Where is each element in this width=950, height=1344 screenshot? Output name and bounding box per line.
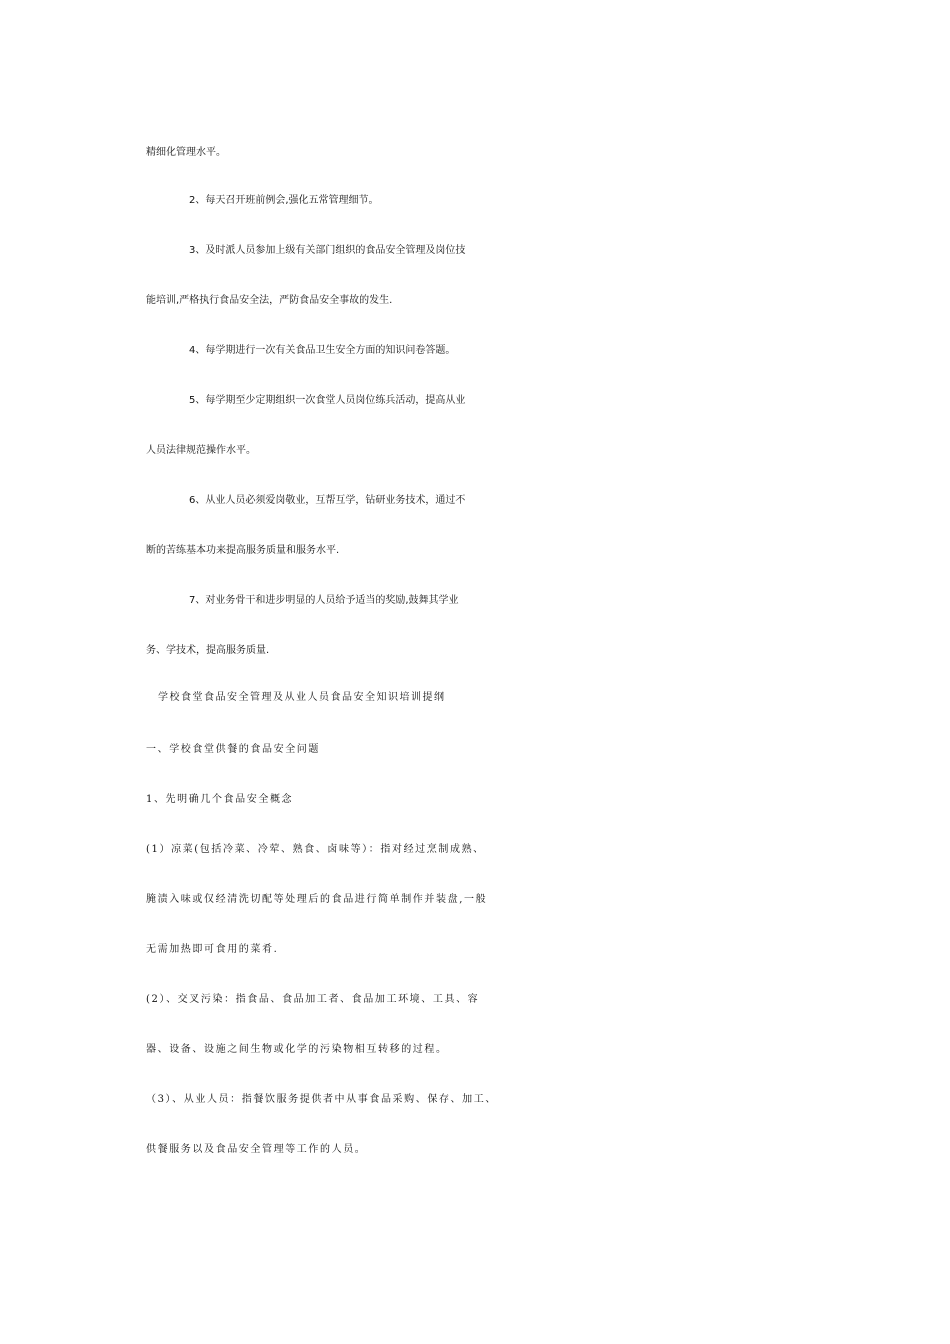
definition-2: (2）、交叉污染：指食品、食品加工者、食品加工环境、工具、容 xyxy=(146,994,480,1005)
list-item-5-continued: 人员法律规范操作水平。 xyxy=(146,445,256,456)
definition-3: （3）、从业人员：指餐饮服务提供者中从事食品采购、保存、加工、 xyxy=(146,1094,497,1105)
list-item-5: 5、每学期至少定期组织一次食堂人员岗位练兵活动，提高从业 xyxy=(189,395,466,406)
section-heading: 一、学校食堂供餐的食品安全问题 xyxy=(146,744,320,755)
definition-2-continued: 器、设备、设施之间生物或化学的污染物相互转移的过程。 xyxy=(146,1044,448,1055)
definition-1: (1）凉菜(包括冷菜、冷荤、熟食、卤味等）：指对经过烹制成熟、 xyxy=(146,844,485,855)
document-title: 学校食堂食品安全管理及从业人员食品安全知识培训提纲 xyxy=(158,692,446,703)
paragraph-line: 精细化管理水平。 xyxy=(146,147,226,158)
list-item-3: 3、及时派人员参加上级有关部门组织的食品安全管理及岗位技 xyxy=(189,245,466,256)
definition-3-continued: 供餐服务以及食品安全管理等工作的人员。 xyxy=(146,1144,367,1155)
list-item-6: 6、从业人员必须爱岗敬业，互帮互学，钻研业务技术，通过不 xyxy=(189,495,466,506)
subsection-heading: 1、先明确几个食品安全概念 xyxy=(146,794,294,805)
list-item-4: 4、每学期进行一次有关食品卫生安全方面的知识问卷答题。 xyxy=(189,345,456,356)
list-item-6-continued: 断的苦练基本功来提高服务质量和服务水平. xyxy=(146,545,340,556)
list-item-3-continued: 能培训,严格执行食品安全法，严防食品安全事故的发生. xyxy=(146,295,393,306)
definition-1-continued: 无需加热即可食用的菜肴. xyxy=(146,944,279,955)
list-item-7: 7、对业务骨干和进步明显的人员给予适当的奖励,鼓舞其学业 xyxy=(189,595,459,606)
list-item-7-continued: 务、学技术，提高服务质量. xyxy=(146,645,270,656)
list-item-2: 2、每天召开班前例会,强化五常管理细节。 xyxy=(189,195,379,206)
definition-1-continued: 腌渍入味或仅经清洗切配等处理后的食品进行简单制作并装盘,一般 xyxy=(146,894,488,905)
